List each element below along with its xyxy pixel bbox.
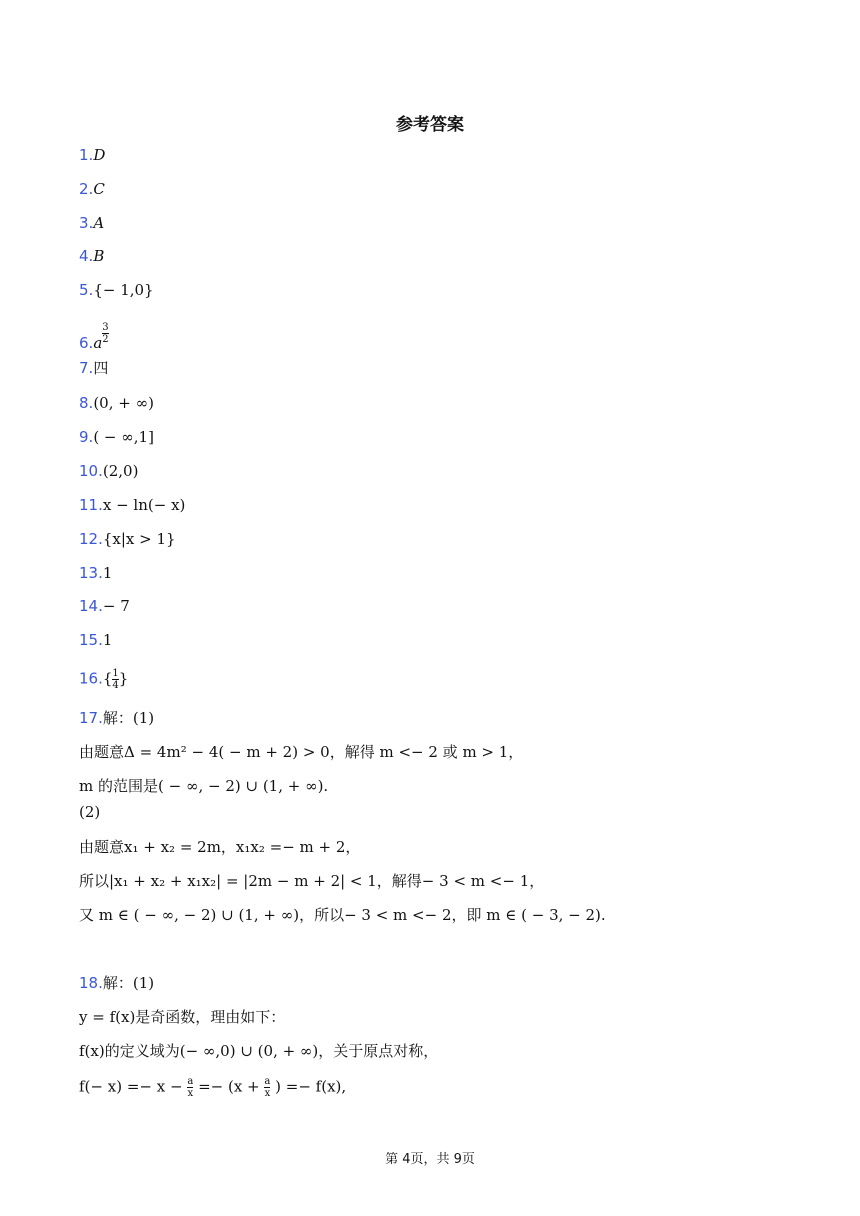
- answer-item: [79, 213, 104, 233]
- exponent-fraction: [102, 322, 108, 345]
- fraction: [187, 1076, 193, 1099]
- answer-number: 6.: [79, 334, 94, 352]
- answer-text: (2,0): [102, 462, 139, 480]
- q18-head-text: 解：(1): [102, 974, 155, 992]
- q17-line-2: m 的范围是( − ∞, − 2) ∪ (1, + ∞).: [79, 777, 329, 795]
- fraction-numerator: 1: [112, 668, 119, 679]
- q18-line-3c: ) =− f(x),: [275, 1077, 347, 1096]
- answer-item: [79, 495, 185, 515]
- answer-item: [79, 358, 108, 378]
- q17-head: [79, 708, 154, 728]
- q18-line-1: y = f(x)是奇函数，理由如下：: [79, 1008, 286, 1026]
- fraction-denominator: x: [264, 1088, 271, 1099]
- answer-text: {x|x > 1}: [102, 530, 176, 548]
- answer-text: ( − ∞,1]: [93, 428, 154, 446]
- answer-number: 14.: [79, 597, 103, 615]
- q17-line-3: (2): [79, 803, 101, 821]
- fraction-denominator: 2: [102, 334, 109, 345]
- answer-text: {: [102, 669, 113, 688]
- answer-item: [79, 668, 128, 691]
- q17-line-5: 所以|x₁ + x₂ + x₁x₂| = |2m − m + 2| < 1，解得− 3 < m <− 1，: [79, 872, 545, 890]
- answer-number: 5.: [79, 281, 94, 299]
- answer-item: [79, 461, 138, 481]
- page-title: 参考答案: [396, 115, 464, 135]
- answer-number: 7.: [79, 359, 94, 377]
- answer-number: 3.: [79, 214, 94, 232]
- question-number: 18.: [79, 974, 103, 992]
- answer-item: [79, 246, 104, 266]
- answer-item: [79, 145, 105, 165]
- answer-text: {− 1,0}: [93, 281, 154, 299]
- answer-item: [79, 322, 109, 353]
- q18-line-3b: =− (x +: [198, 1077, 260, 1096]
- answer-text: − 7: [102, 597, 130, 615]
- q18-head: [79, 973, 154, 993]
- fraction-denominator: x: [187, 1088, 194, 1099]
- answer-text: a: [93, 334, 103, 352]
- answer-text: 1: [102, 564, 113, 582]
- answer-item: [79, 427, 154, 447]
- answer-number: 10.: [79, 462, 103, 480]
- answer-number: 11.: [79, 496, 103, 514]
- answer-number: 13.: [79, 564, 103, 582]
- answer-text: (0, + ∞): [93, 394, 154, 412]
- answer-number: 15.: [79, 631, 103, 649]
- fraction-numerator: a: [187, 1076, 194, 1087]
- answer-number: 2.: [79, 180, 94, 198]
- answer-text: 四: [93, 359, 109, 377]
- answer-item: [79, 529, 176, 549]
- answer-number: 1.: [79, 146, 94, 164]
- fraction-denominator: 4: [112, 680, 119, 691]
- fraction: [264, 1076, 270, 1099]
- answer-text-after: }: [118, 669, 129, 688]
- q17-line-6: 又 m ∈ ( − ∞, − 2) ∪ (1, + ∞)，所以− 3 < m <− 2，即 m ∈ ( − 3, − 2).: [79, 906, 606, 924]
- q17-head-text: 解：(1): [102, 709, 155, 727]
- answer-number: 9.: [79, 428, 94, 446]
- answer-text: C: [93, 180, 105, 198]
- answer-number: 16.: [79, 669, 103, 688]
- question-number: 17.: [79, 709, 103, 727]
- page-footer: 第 4页，共 9页: [385, 1152, 475, 1167]
- answer-item: [79, 563, 112, 583]
- answer-item: [79, 280, 154, 300]
- answer-item: [79, 596, 130, 616]
- answer-text: D: [93, 146, 106, 164]
- answer-text: B: [93, 247, 105, 265]
- q18-line-3: [79, 1076, 346, 1099]
- q17-line-1: 由题意Δ = 4m² − 4( − m + 2) > 0，解得 m <− 2 或 m > 1，: [79, 743, 524, 761]
- q17-line-4: 由题意x₁ + x₂ = 2m，x₁x₂ =− m + 2，: [79, 838, 361, 856]
- answer-text: 1: [102, 631, 113, 649]
- fraction-numerator: a: [264, 1076, 271, 1087]
- answer-item: [79, 393, 154, 413]
- answer-text: x − ln(− x): [102, 496, 186, 514]
- answer-item: [79, 630, 112, 650]
- answer-number: 4.: [79, 247, 94, 265]
- answer-number: 8.: [79, 394, 94, 412]
- q18-line-2: f(x)的定义域为(− ∞,0) ∪ (0, + ∞)，关于原点对称，: [79, 1042, 439, 1060]
- answer-text: A: [93, 214, 105, 232]
- answer-number: 12.: [79, 530, 103, 548]
- fraction-numerator: 3: [102, 322, 109, 333]
- answer-item: [79, 179, 105, 199]
- q18-line-3a: f(− x) =− x −: [79, 1077, 183, 1096]
